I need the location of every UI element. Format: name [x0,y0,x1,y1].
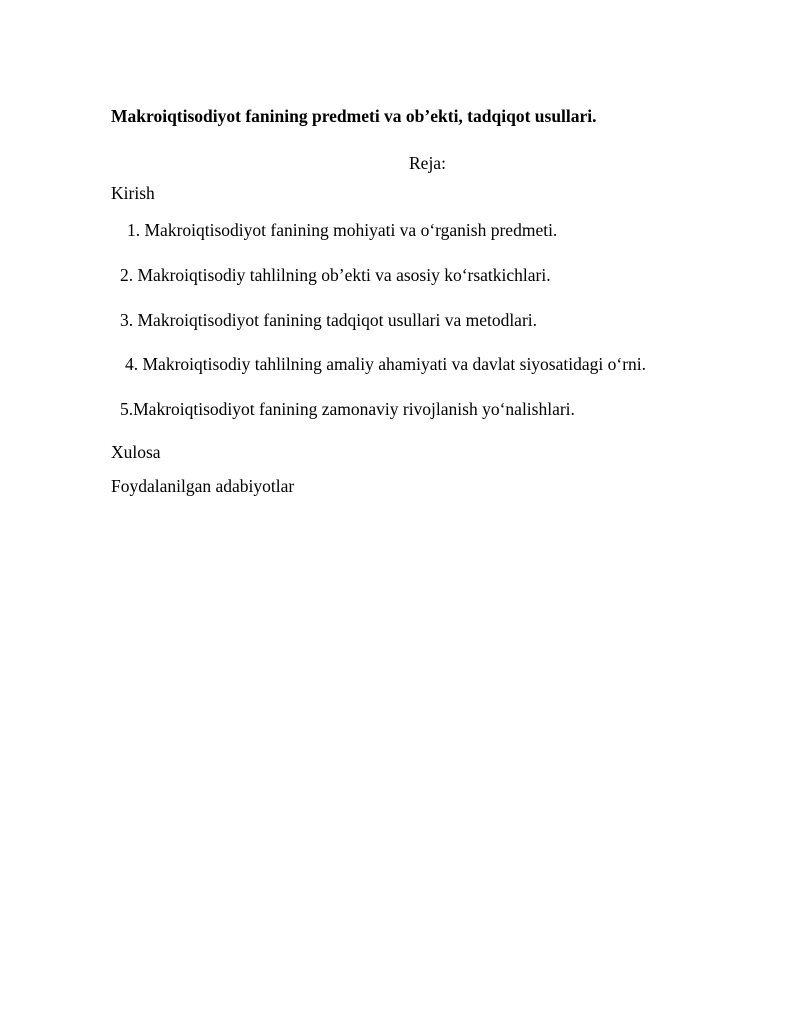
plan-item-4: 4. Makroiqtisodiy tahlilning amaliy ahamiyati va davlat siyosatidagi o‘rni. [125,354,647,374]
plan-item-1: 1. Makroiqtisodiyot fanining mohiyati va o‘rganish predmeti. [127,220,558,240]
plan-heading: Reja: [409,153,446,173]
plan-item-5: 5.Makroiqtisodiyot fanining zamonaviy rivojlanish yo‘nalishlari. [120,399,575,419]
references-item: Foydalanilgan adabiyotlar [111,476,295,496]
plan-item-3: 3. Makroiqtisodiyot fanining tadqiqot usullari va metodlari. [120,310,538,330]
conclusion-item: Xulosa [111,442,161,462]
document-title: Makroiqtisodiyot fanining predmeti va ob’ekti, tadqiqot usullari. [111,106,597,126]
plan-item-2: 2. Makroiqtisodiy tahlilning ob’ekti va asosiy ko‘rsatkichlari. [120,265,551,285]
intro-item: Kirish [111,183,155,203]
